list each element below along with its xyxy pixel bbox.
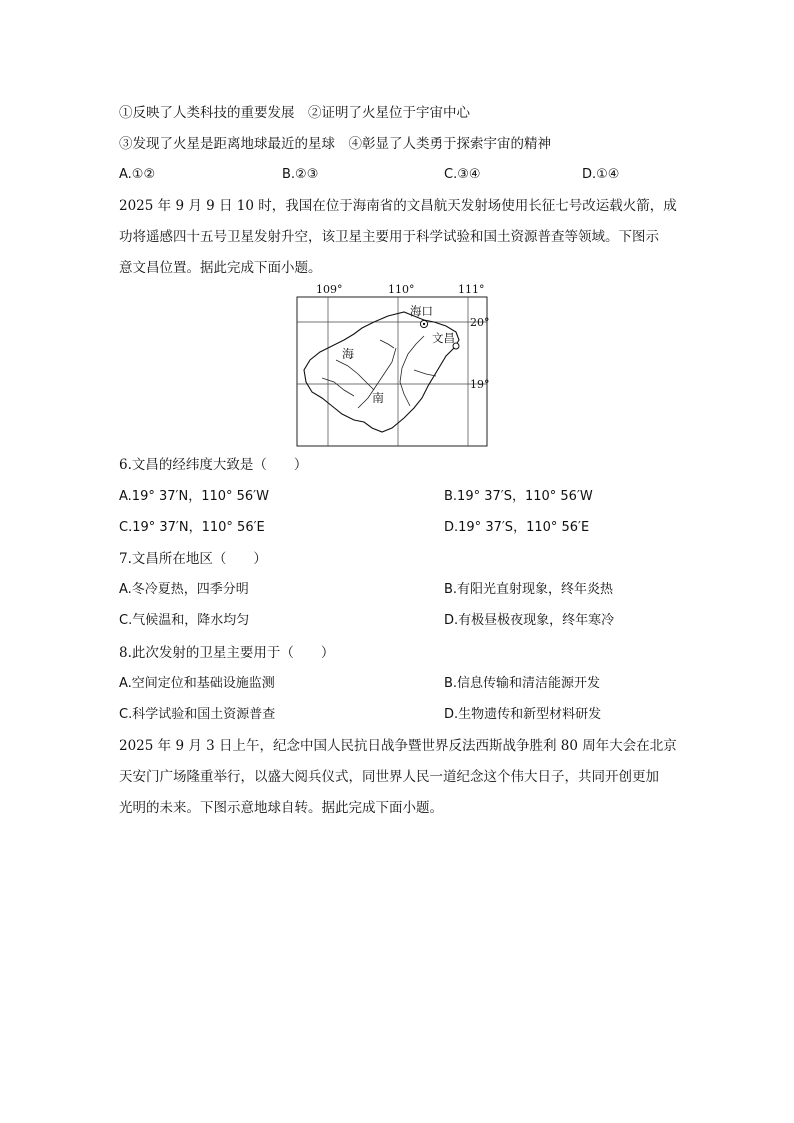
river-5	[414, 370, 436, 376]
lat-label-20: 20°	[470, 316, 490, 329]
lon-label-110: 110°	[388, 283, 415, 296]
q6-option-c: C.19° 37′N，110° 56′E	[119, 520, 265, 535]
map-frame	[297, 297, 487, 446]
q7-option-a: A.冬冷夏热，四季分明	[119, 582, 249, 597]
q8-option-d: D.生物遗传和新型材料研发	[444, 707, 602, 722]
province-label-nan: 南	[372, 391, 385, 405]
q5-option-a: A.①②	[119, 167, 156, 182]
q5-option-c: C.③④	[444, 167, 481, 182]
q5-option-b: B.②③	[282, 167, 319, 182]
q5-statement-3-4: ③发现了火星是距离地球最近的星球 ④彰显了人类勇于探索宇宙的精神	[119, 136, 551, 152]
hainan-island-outline	[304, 312, 459, 432]
q5-statement-1-2: ①反映了人类科技的重要发展 ②证明了火星位于宇宙中心	[119, 105, 470, 121]
q6-option-a: A.19° 37′N，110° 56′W	[119, 489, 269, 504]
river-6	[380, 340, 394, 348]
lon-label-111: 111°	[458, 283, 485, 296]
q7-option-d: D.有极昼极夜现象，终年寒冷	[444, 613, 615, 628]
river-3	[336, 360, 374, 390]
q6-option-d: D.19° 37′S，110° 56′E	[444, 520, 590, 535]
passage1-line-3: 意文昌位置。据此完成下面小题。	[119, 260, 322, 276]
river-2	[400, 336, 424, 406]
passage1-line-2: 功将遥感四十五号卫星发射升空，该卫星主要用于科学试验和国土资源普查等领域。下图示	[119, 229, 659, 245]
q8-option-b: B.信息传输和清洁能源开发	[444, 676, 601, 691]
lat-label-19: 19°	[470, 378, 490, 391]
q7-option-c: C.气候温和，降水均匀	[119, 613, 250, 628]
q5-option-d: D.①④	[582, 167, 620, 182]
city-label-haikou: 海口	[410, 304, 433, 318]
q8-option-a: A.空间定位和基础设施监测	[119, 676, 275, 691]
hainan-map	[296, 282, 492, 448]
province-label-hai: 海	[342, 347, 355, 361]
q8-stem: 8.此次发射的卫星主要用于（ ）	[119, 645, 335, 661]
q8-option-c: C.科学试验和国土资源普查	[119, 707, 276, 722]
q7-stem: 7.文昌所在地区（ ）	[119, 551, 267, 567]
q6-stem: 6.文昌的经纬度大致是（ ）	[119, 457, 308, 473]
river-4	[322, 378, 354, 396]
city-label-wenchang: 文昌	[432, 331, 455, 345]
passage2-line-1: 2025 年 9 月 3 日上午，纪念中国人民抗日战争暨世界反法西斯战争胜利 80 周年大会在北京	[119, 738, 677, 754]
q6-option-b: B.19° 37′S，110° 56′W	[444, 489, 593, 504]
q7-option-b: B.有阳光直射现象，终年炎热	[444, 582, 614, 597]
passage2-line-3: 光明的未来。下图示意地球自转。据此完成下面小题。	[119, 800, 443, 816]
passage2-line-2: 天安门广场隆重举行，以盛大阅兵仪式，同世界人民一道纪念这个伟大日子，共同开创更加	[119, 769, 659, 785]
lon-label-109: 109°	[316, 283, 343, 296]
passage1-line-1: 2025 年 9 月 9 日 10 时，我国在位于海南省的文昌航天发射场使用长征七号改运载火箭，成	[119, 198, 677, 214]
